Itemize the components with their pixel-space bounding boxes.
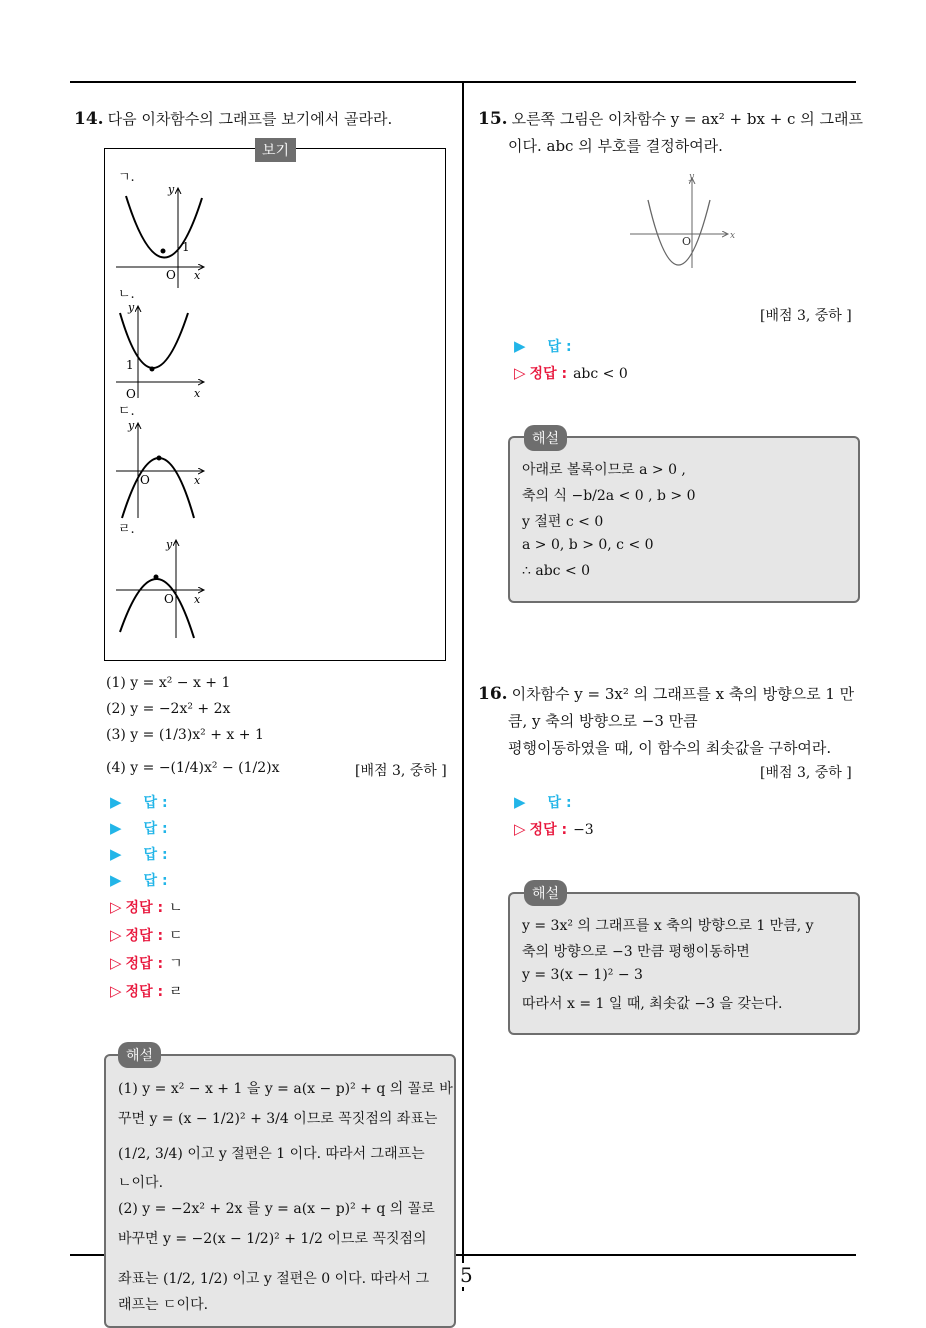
q16-question-line1 bbox=[478, 683, 854, 704]
correct-marker-icon: ▷ bbox=[514, 820, 526, 838]
q15-answer: ▶ 답 : bbox=[514, 337, 572, 355]
q16-explanation-line: 축의 방향으로 −3 만큼 평행이동하면 bbox=[522, 944, 750, 960]
correct-marker-icon: ▷ bbox=[110, 982, 122, 1000]
correct-marker-icon: ▷ bbox=[110, 898, 122, 916]
q14-explanation-line: ㄴ이다. bbox=[118, 1175, 164, 1191]
q14-score: [배점 3, 중하 ] bbox=[355, 763, 447, 779]
q16-number: 16. bbox=[478, 684, 508, 704]
q16-explanation-tag: 해설 bbox=[524, 880, 567, 906]
answer-marker-icon: ▶ bbox=[110, 793, 122, 811]
graph-label-b: ㄴ. bbox=[118, 287, 135, 302]
q16-answer: ▶ 답 : bbox=[514, 793, 572, 811]
graph-d bbox=[116, 538, 204, 638]
graph-b bbox=[116, 301, 204, 401]
q14-number: 14. bbox=[74, 109, 104, 129]
q15-text1: 오른쪽 그림은 이차함수 y = ax² + bx + c 의 그래프 bbox=[511, 110, 863, 128]
graph-b-y: y bbox=[128, 301, 135, 314]
q15-axis-x: x bbox=[730, 231, 736, 241]
graph-c bbox=[116, 419, 204, 518]
column-divider bbox=[462, 81, 464, 1291]
q14-explanation-line: (1/2, 3/4) 이고 y 절편은 1 이다. 따라서 그래프는 bbox=[118, 1146, 425, 1162]
graph-label-d: ㄹ. bbox=[118, 522, 135, 537]
q14-explanation-line: 바꾸면 y = −2(x − 1/2)² + 1/2 이므로 꼭짓점의 bbox=[118, 1231, 427, 1247]
q16-correct: ▷ 정답 : −3 bbox=[514, 820, 594, 838]
q16-question-line3: 평행이동하였을 때, 이 함수의 최솟값을 구하여라. bbox=[508, 739, 832, 757]
q14-question bbox=[74, 108, 392, 129]
correct-marker-icon: ▷ bbox=[110, 954, 122, 972]
q15-score: [배점 3, 중하 ] bbox=[760, 308, 852, 324]
q14-text: 다음 이차함수의 그래프를 보기에서 골라라. bbox=[107, 110, 393, 128]
answer-marker-icon: ▶ bbox=[514, 793, 526, 811]
q14-explanation-tag: 해설 bbox=[118, 1042, 161, 1068]
page-number: 5 bbox=[456, 1263, 477, 1287]
q14-answer-4: ▶ 답 : bbox=[110, 871, 168, 889]
answer-marker-icon: ▶ bbox=[110, 819, 122, 837]
q14-explanation-line: (1) y = x² − x + 1 을 y = a(x − p)² + q 의 꼴로 바 bbox=[118, 1081, 453, 1097]
graph-a-y: y bbox=[168, 183, 175, 196]
q15-explanation-line: ∴ abc < 0 bbox=[522, 563, 591, 579]
graph-d-x: x bbox=[194, 593, 201, 606]
q14-answer-1: ▶ 답 : bbox=[110, 793, 168, 811]
q14-option-2: (2) y = −2x² + 2x bbox=[106, 701, 231, 717]
q15-question-line1 bbox=[478, 108, 863, 129]
q14-option-4: (4) y = −(1/4)x² − (1/2)x bbox=[106, 760, 280, 776]
graph-a bbox=[116, 183, 204, 288]
q14-correct-2: ▷ 정답 : ㄷ bbox=[110, 926, 183, 944]
correct-marker-icon: ▷ bbox=[110, 926, 122, 944]
graph-label-c: ㄷ. bbox=[118, 404, 135, 419]
q14-option-1: (1) y = x² − x + 1 bbox=[106, 675, 231, 691]
q16-explanation-line: 따라서 x = 1 일 때, 최솟값 −3 을 갖는다. bbox=[522, 996, 783, 1012]
graph-a-one: 1 bbox=[182, 240, 190, 254]
q16-text1: 이차함수 y = 3x² 의 그래프를 x 축의 방향으로 1 만 bbox=[511, 685, 855, 703]
graph-b-origin: O bbox=[126, 387, 136, 401]
graph-c-x: x bbox=[194, 474, 201, 487]
graph-a-origin: O bbox=[166, 268, 176, 282]
q15-graph bbox=[628, 170, 740, 270]
graph-label-a: ㄱ. bbox=[118, 170, 135, 185]
answer-marker-icon: ▶ bbox=[514, 337, 526, 355]
q15-axis-y: y bbox=[689, 172, 695, 182]
q15-explanation-line: 아래로 볼록이므로 a > 0 , bbox=[522, 462, 686, 478]
q14-explanation-line: 좌표는 (1/2, 1/2) 이고 y 절편은 0 이다. 따라서 그 bbox=[118, 1271, 430, 1287]
q14-correct-1: ▷ 정답 : ㄴ bbox=[110, 898, 183, 916]
graph-b-one: 1 bbox=[126, 358, 134, 372]
q16-score: [배점 3, 중하 ] bbox=[760, 765, 852, 781]
graph-d-y: y bbox=[166, 538, 173, 551]
q14-explanation-line: 꾸면 y = (x − 1/2)² + 3/4 이므로 꼭짓점의 좌표는 bbox=[118, 1111, 438, 1127]
graph-b-x: x bbox=[194, 387, 201, 400]
graph-c-origin: O bbox=[140, 473, 150, 487]
graph-a-x: x bbox=[194, 269, 201, 282]
q15-number: 15. bbox=[478, 109, 508, 129]
q14-answer-3: ▶ 답 : bbox=[110, 845, 168, 863]
q16-explanation-box bbox=[508, 892, 860, 1035]
q15-explanation-tag: 해설 bbox=[524, 425, 567, 451]
q14-correct-3: ▷ 정답 : ㄱ bbox=[110, 954, 183, 972]
q14-answer-2: ▶ 답 : bbox=[110, 819, 168, 837]
q16-question-line2: 큼, y 축의 방향으로 −3 만큼 bbox=[508, 712, 698, 730]
q14-box-tag: 보기 bbox=[255, 138, 296, 162]
answer-marker-icon: ▶ bbox=[110, 845, 122, 863]
q15-question-line2: 이다. abc 의 부호를 결정하여라. bbox=[508, 137, 723, 155]
graph-d-origin: O bbox=[164, 592, 174, 606]
q14-explanation-line: (2) y = −2x² + 2x 를 y = a(x − p)² + q 의 꼴로 bbox=[118, 1201, 435, 1217]
q16-explanation-line: y = 3(x − 1)² − 3 bbox=[522, 967, 643, 983]
correct-marker-icon: ▷ bbox=[514, 364, 526, 382]
graph-c-y: y bbox=[128, 419, 135, 432]
q15-correct: ▷ 정답 : abc < 0 bbox=[514, 364, 628, 382]
q15-explanation-line: y 절편 c < 0 bbox=[522, 514, 604, 530]
q15-explanation-line: 축의 식 −b/2a < 0 , b > 0 bbox=[522, 488, 696, 504]
q14-correct-4: ▷ 정답 : ㄹ bbox=[110, 982, 183, 1000]
q14-option-3: (3) y = (1/3)x² + x + 1 bbox=[106, 727, 264, 743]
q15-axis-origin: O bbox=[682, 235, 692, 248]
q14-graphs bbox=[104, 148, 444, 658]
answer-marker-icon: ▶ bbox=[110, 871, 122, 889]
q16-explanation-line: y = 3x² 의 그래프를 x 축의 방향으로 1 만큼, y bbox=[522, 918, 814, 934]
q14-explanation-line: 래프는 ㄷ이다. bbox=[118, 1297, 209, 1313]
q15-explanation-line: a > 0, b > 0, c < 0 bbox=[522, 537, 654, 553]
